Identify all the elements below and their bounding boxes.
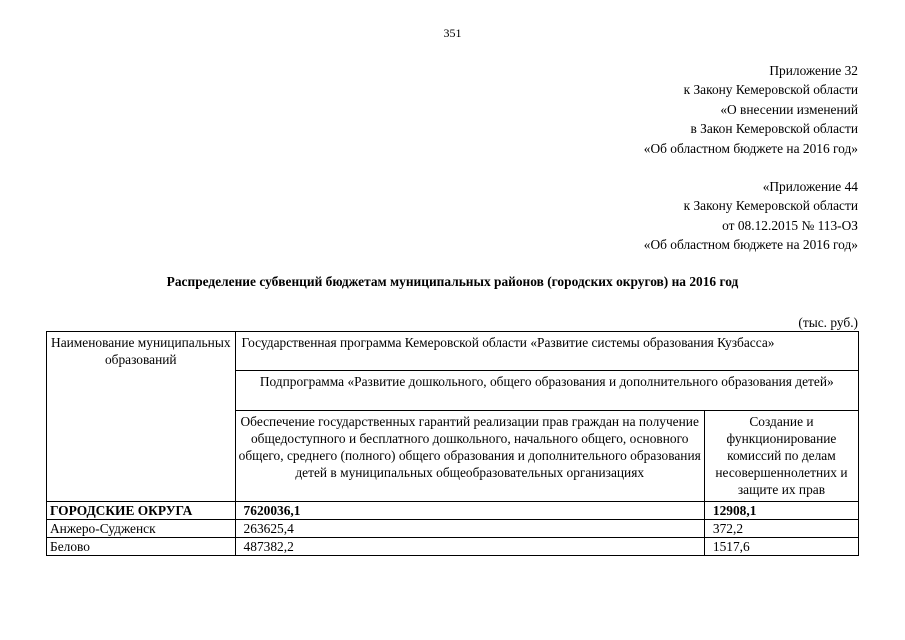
row-value-commissions: 1517,6 — [704, 538, 858, 556]
subvention-table — [46, 331, 859, 556]
row-name: ГОРОДСКИЕ ОКРУГА — [47, 502, 236, 520]
header-municipality-name: Наименование муниципальных образований — [47, 332, 236, 502]
row-value-commissions: 12908,1 — [704, 502, 858, 520]
appendix-line: к Закону Кемеровской области — [683, 82, 858, 98]
header-state-program: Государственная программа Кемеровской области «Развитие системы образования Кузбасса» — [235, 332, 858, 371]
appendix-line: от 08.12.2015 № 113-ОЗ — [722, 217, 858, 233]
appendix-line: «Об областном бюджете на 2016 год» — [643, 140, 858, 156]
appendix-line: к Закону Кемеровской области — [683, 198, 858, 214]
row-value-education: 7620036,1 — [235, 502, 704, 520]
row-value-education: 487382,2 — [235, 538, 704, 556]
page-number: 351 — [443, 26, 462, 40]
document-title: Распределение субвенций бюджетам муниципальных районов (городских округов) на 2016 год — [166, 274, 739, 289]
appendix-line: «Об областном бюджете на 2016 год» — [643, 237, 858, 253]
row-name: Белово — [47, 538, 236, 556]
appendix-line: Приложение 32 — [769, 63, 858, 78]
header-subprogram: Подпрограмма «Развитие дошкольного, общего образования и дополнительного образования детей» — [235, 371, 858, 411]
appendix-line: «О внесении изменений — [720, 101, 858, 117]
appendix-line: в Закон Кемеровской области — [690, 121, 858, 137]
appendix-line: «Приложение 44 — [762, 179, 858, 194]
header-education-guarantees: Обеспечение государственных гарантий реализации прав граждан на получение общедоступного и бесплатного дошкольного, начального общего, основного общего, среднего (полного) общего образования и дополнительного образования детей в муниципальных общеобразовательных организациях — [235, 411, 704, 502]
header-minors-commissions: Создание и функционирование комиссий по делам несовершеннолетних и защите их прав — [704, 411, 858, 502]
table-row — [47, 520, 859, 538]
table-row — [47, 538, 859, 556]
appendix-reference-block — [644, 61, 858, 158]
row-name: Анжеро-Судженск — [47, 520, 236, 538]
units-note: (тыс. руб.) — [798, 315, 858, 330]
row-value-commissions: 372,2 — [704, 520, 858, 538]
row-value-education: 263625,4 — [235, 520, 704, 538]
original-appendix-block — [644, 177, 858, 255]
table-row — [47, 502, 859, 520]
